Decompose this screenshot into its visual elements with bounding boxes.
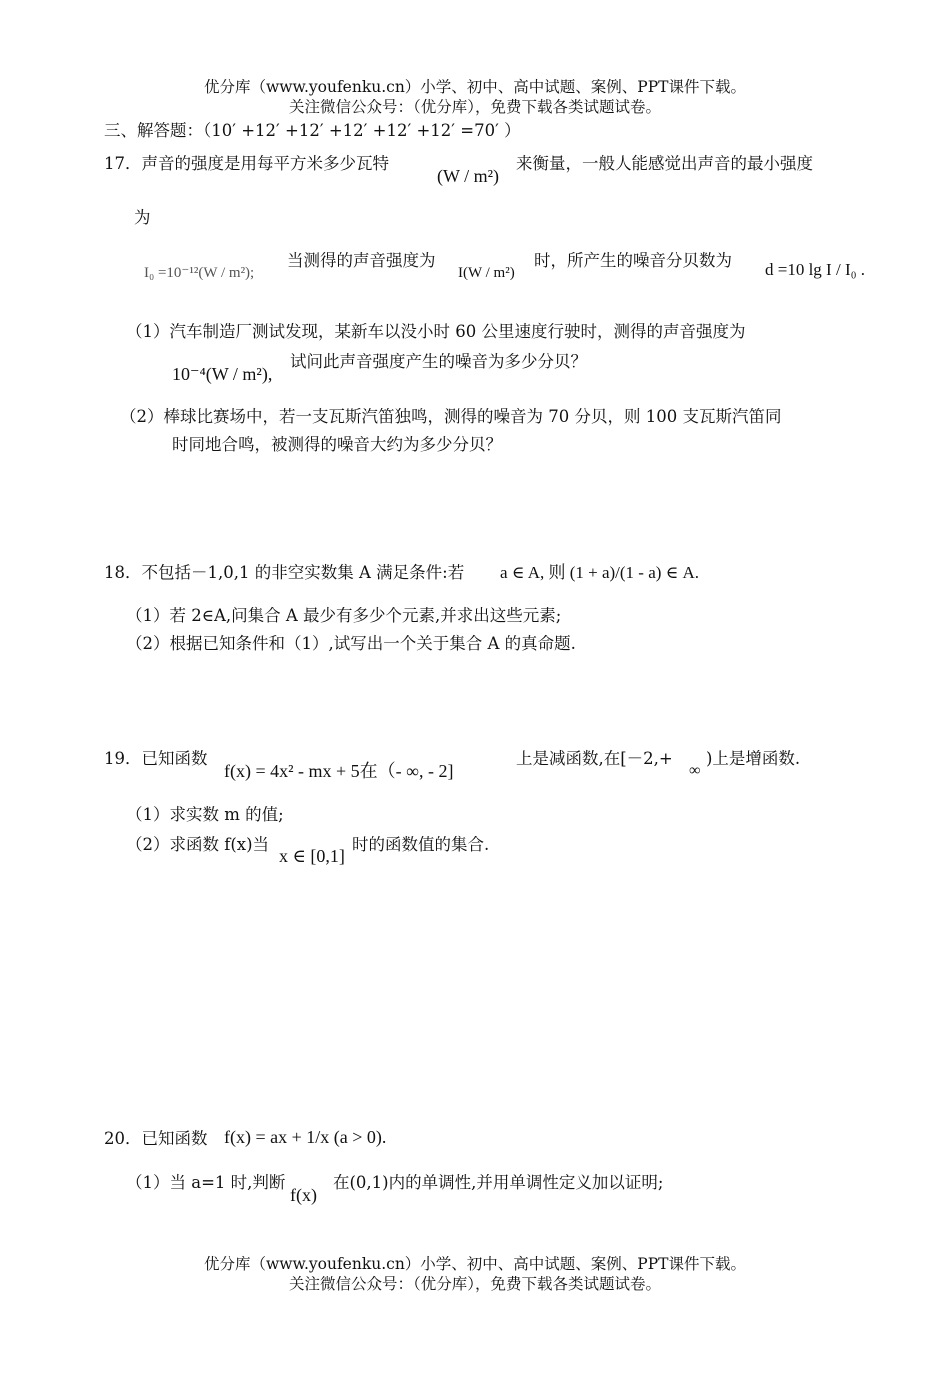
q17-i0-formula: I₀ =10⁻¹²(W / m²);	[144, 265, 255, 281]
q19-part2-text-b: 时的函数值的集合.	[352, 835, 490, 854]
q17-part2-line-1: （2）棒球比赛场中，若一支瓦斯汽笛独鸣，测得的噪音为 70 分贝，则 100 支瓦斯汽笛同	[120, 407, 782, 426]
q20-line-1	[104, 1127, 208, 1151]
page-header-line-2: 关注微信公众号：（优分库），免费下载各类试题试卷。	[288, 98, 661, 116]
q20-part1-formula: f(x)	[290, 1185, 317, 1205]
q17-line-1	[104, 152, 389, 176]
q19-text-1: 已知函数	[141, 749, 208, 768]
q17-part1-line-1: （1）汽车制造厂测试发现，某新车以没小时 60 公里速度行驶时，测得的声音强度为	[126, 322, 746, 341]
q19-infinity: ∞	[689, 762, 701, 779]
q17-text-2: 来衡量，一般人能感觉出声音的最小强度	[516, 154, 813, 173]
q18-line-1	[104, 561, 464, 585]
q20-part1-text-b: 在(0,1)内的单调性,并用单调性定义加以证明;	[333, 1173, 664, 1192]
q18-part2: （2）根据已知条件和（1）,试写出一个关于集合 A 的真命题.	[126, 634, 576, 653]
q20-part1-text-a: （1）当 a=1 时,判断	[126, 1173, 286, 1192]
q17-i-formula: I(W / m²)	[458, 265, 515, 281]
page-footer-line-1: 优分库（www.youfenku.cn）小学、初中、高中试题、案例、PPT课件下载。	[203, 1255, 747, 1273]
q20-text-1: 已知函数	[141, 1129, 208, 1148]
page-footer-line-2: 关注微信公众号：（优分库），免费下载各类试题试卷。	[288, 1275, 661, 1293]
q19-number: 19．	[104, 749, 142, 768]
page-header-line-1: 优分库（www.youfenku.cn）小学、初中、高中试题、案例、PPT课件下载。	[203, 78, 747, 96]
q17-text-4: 当测得的声音强度为	[287, 251, 436, 270]
q19-part2-line	[126, 833, 269, 857]
q17-text-3: 为	[134, 208, 151, 227]
q20-formula: f(x) = ax + 1/x (a > 0).	[224, 1127, 387, 1147]
q19-part2-text-a: （2）求函数 f(x)当	[126, 835, 270, 854]
q19-text-3: )上是增函数.	[706, 749, 801, 768]
q17-text-1: 声音的强度是用每平方米多少瓦特	[141, 154, 389, 173]
q17-d-formula: d =10 lg I / I₀ .	[765, 260, 866, 279]
q17-unit: (W / m²)	[437, 166, 500, 186]
q17-part1-formula: 10⁻⁴(W / m²),	[172, 364, 273, 384]
q18-formula: a ∈ A, 则 (1 + a)/(1 - a) ∈ A.	[500, 563, 700, 582]
section-title: 三、解答题：（10′ +12′ +12′ +12′ +12′ +12′ =70′ ）	[104, 121, 521, 140]
q18-part1: （1）若 2∈A,问集合 A 最少有多少个元素,并求出这些元素;	[126, 606, 562, 625]
q18-number: 18．	[104, 563, 142, 582]
q19-part2-formula: x ∈ [0,1]	[279, 846, 345, 866]
q17-unit-formula	[437, 164, 499, 188]
q19-part1: （1）求实数 m 的值;	[126, 805, 284, 824]
q20-number: 20．	[104, 1129, 142, 1148]
q17-text-5: 时，所产生的噪音分贝数为	[534, 251, 732, 270]
q17-part2-line-2: 时同地合鸣，被测得的噪音大约为多少分贝？	[172, 435, 502, 454]
q18-text-1: 不包括－1,0,1 的非空实数集 A 满足条件:若	[141, 563, 465, 582]
q19-formula: f(x) = 4x² - mx + 5在（- ∞, - 2]	[224, 761, 454, 781]
q19-line-1	[104, 747, 208, 771]
q17-part1-line-2: 试问此声音强度产生的噪音为多少分贝？	[290, 352, 587, 371]
q19-text-2: 上是减函数,在[－2,+	[516, 749, 673, 768]
q17-number: 17．	[104, 154, 142, 173]
